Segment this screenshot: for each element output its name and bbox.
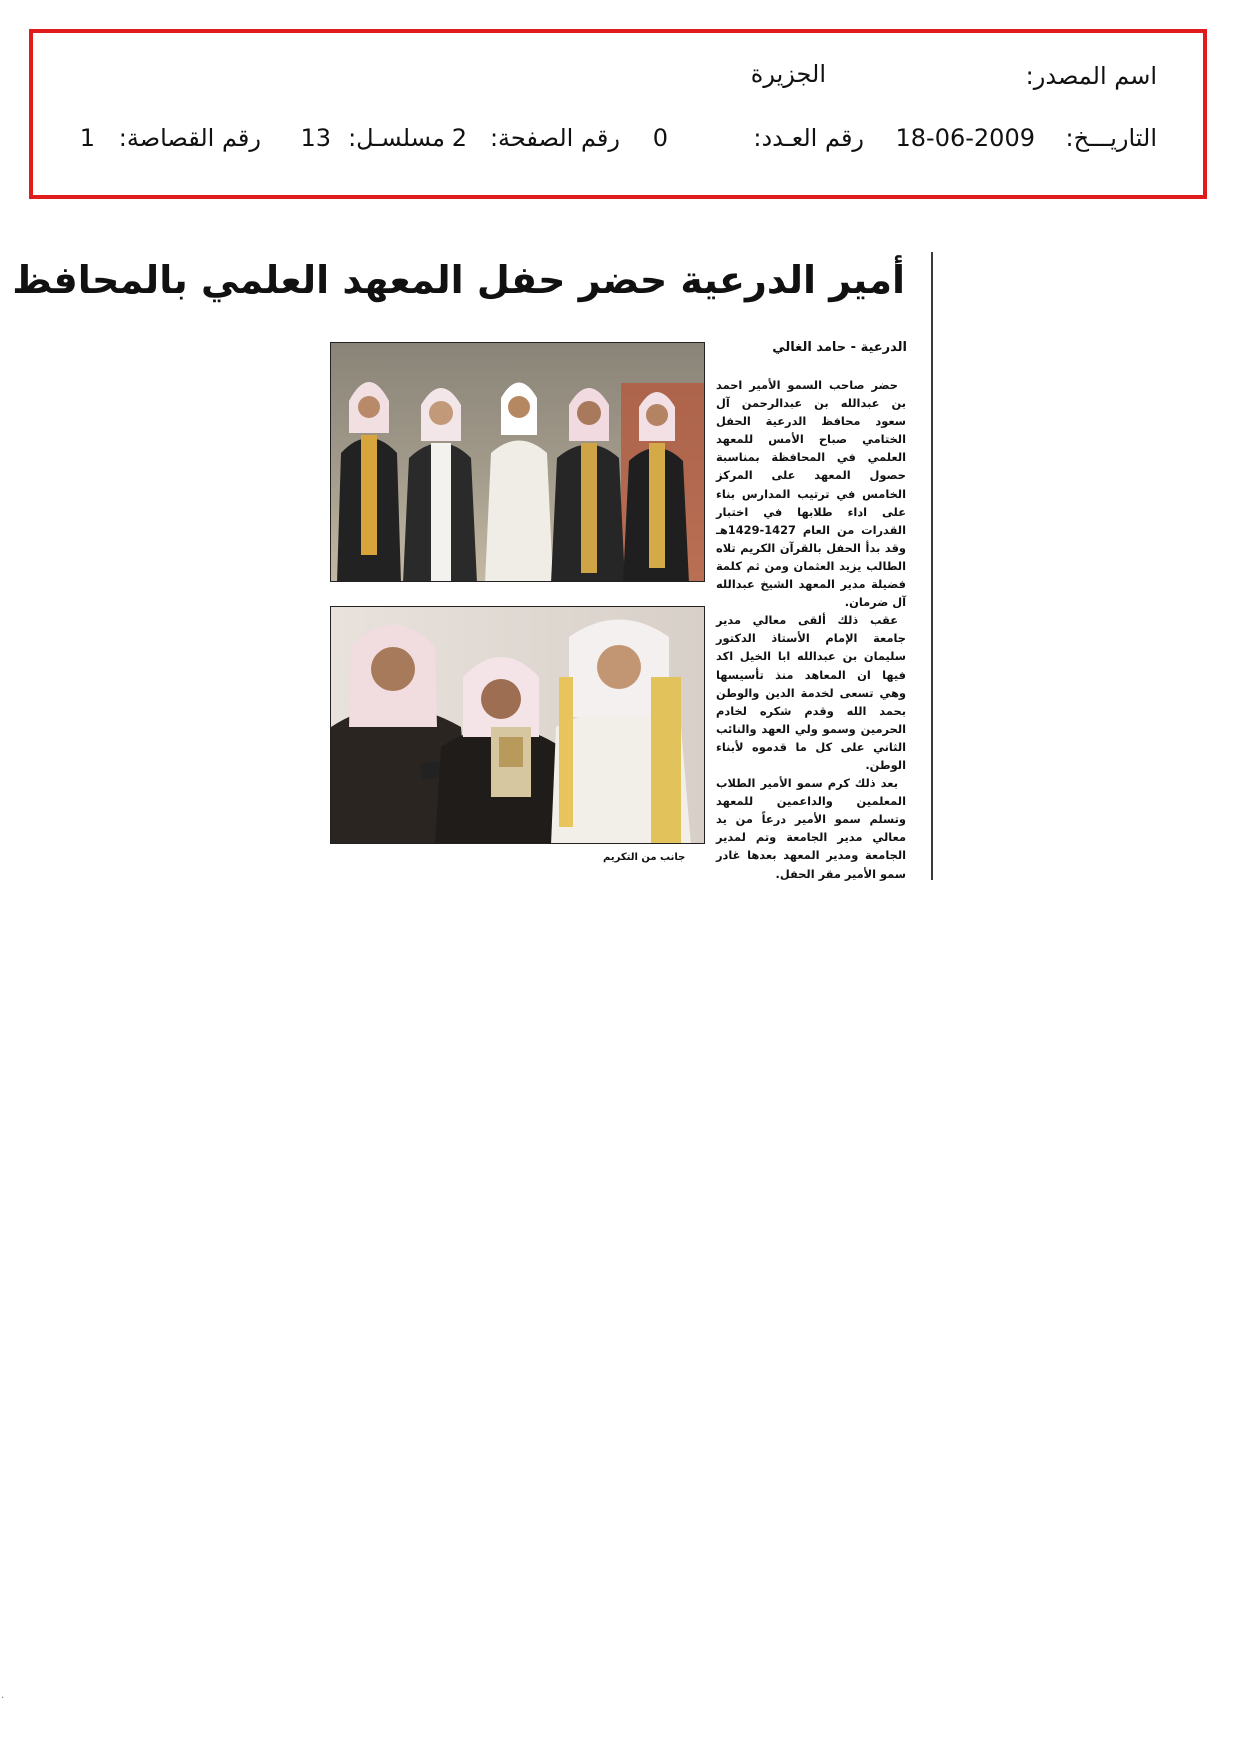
date-label: التاريـــخ: bbox=[1065, 124, 1157, 152]
serial-label: مسلسـل: bbox=[348, 124, 445, 152]
article-paragraph: بعد ذلك كرم سمو الأمير الطلاب المعلمين والداعمين للمعهد وتسلم سمو الأمير درعاً من يد معالي مدير الجامعة وتم لمدير الجامعة ومدير المعهد بعدها غادر سمو الأمير مقر الحفل. bbox=[716, 776, 906, 881]
clipping-metadata-box bbox=[29, 29, 1207, 199]
source-label: اسم المصدر: bbox=[1025, 62, 1157, 90]
column-rule bbox=[931, 252, 933, 880]
article-paragraph: حضر صاحب السمو الأمير احمد بن عبدالله بن عبدالرحمن آل سعود محافظ الدرعية الحفل الختامي صباح الأمس للمعهد العلمي في المحافظة بمناسبة حصول المعهد على المركز الخامس في ترتيب المدارس بناء على اداء طلابها في اختبار القدرات من العام 1427-1429هـ وقد بدأ الحفل بالقرآن الكريم تلاه الطالب يزيد العثمان ومن ثم كلمة فضيلة مدير المعهد الشيخ عبدالله آل ضرمان. bbox=[716, 378, 906, 610]
issue-label: رقم العـدد: bbox=[753, 124, 864, 152]
page-value: 2 bbox=[451, 124, 467, 152]
group-photo bbox=[330, 342, 705, 582]
page-label: رقم الصفحة: bbox=[489, 124, 620, 152]
serial-value: 13 bbox=[300, 124, 331, 152]
award-photo-image bbox=[331, 607, 705, 844]
scan-speck: . bbox=[1, 1690, 5, 1701]
date-value: 18-06-2009 bbox=[895, 124, 1035, 152]
photo-caption: جانب من التكريم bbox=[603, 852, 686, 863]
award-photo bbox=[330, 606, 705, 844]
article-headline: أمير الدرعية حضر حفل المعهد العلمي بالمحافظ bbox=[12, 258, 905, 302]
group-photo-image bbox=[331, 343, 705, 582]
clip-label: رقم القصاصة: bbox=[118, 124, 261, 152]
article-paragraph: عقب ذلك ألقى معالي مدير جامعة الإمام الأستاذ الدكتور سليمان بن عبدالله ابا الخيل اكد فيها ان المعاهد منذ تأسيسها وهي تسعى لخدمة الدين والوطن بحمد الله وقدم شكره لخادم الحرمين وسمو ولي العهد والنائب الثاني على كل ما قدموه لأبناء الوطن. bbox=[716, 613, 906, 772]
clip-value: 1 bbox=[79, 124, 95, 152]
article-body bbox=[716, 376, 906, 883]
source-value: الجزيرة bbox=[750, 60, 826, 88]
issue-value: 0 bbox=[652, 124, 668, 152]
article-byline: الدرعية - حامد الغالي bbox=[772, 340, 907, 355]
